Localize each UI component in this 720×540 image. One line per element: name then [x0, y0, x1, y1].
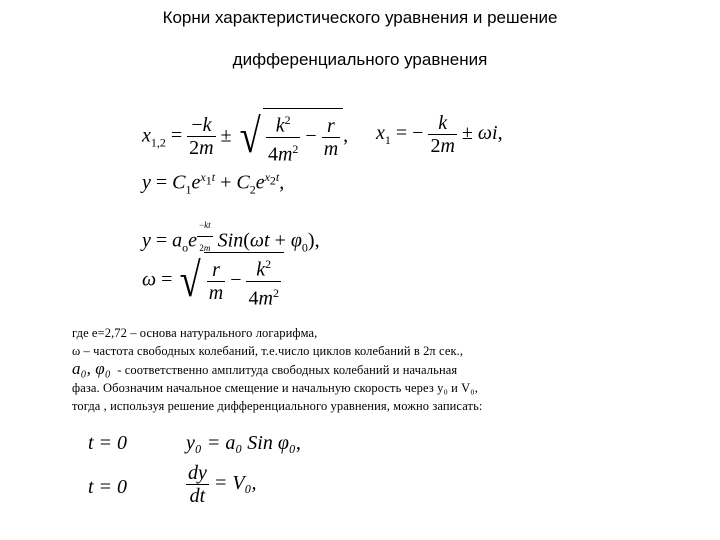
- condition-1-right: y₀ = a₀ Sin φ₀,: [186, 432, 301, 454]
- text-line-3-rest: - соответственно амплитуда свободных колебаний и начальная: [117, 363, 458, 377]
- formula-roots-general: $x_{1,2}$ = $\frac{-k}{2m}$ ± √ $\frac{k^2}{4m^2}$ − $\frac{r}{m}$ ,: [142, 109, 349, 166]
- text-line-5: тогда , используя решение дифференциального уравнения, можно записать:: [72, 399, 483, 413]
- formula-solution-sin: $y = a_oe$ $^{\frac{-kt}{2m}}$ $Sin(\omega t + \varphi_0)$,: [142, 214, 320, 259]
- text-line-3: [72, 360, 672, 379]
- derivative-denominator: dt: [189, 485, 206, 507]
- derivative-numerator: dy: [188, 462, 207, 484]
- explanation-text: [72, 324, 672, 415]
- slide-title-line-2: дифференциального уравнения: [232, 50, 488, 69]
- formula-roots-complex: $x_1$ = − $\frac{k}{2m}$ ± ωi,: [376, 112, 503, 157]
- derivative-equals: = V₀,: [213, 472, 257, 495]
- text-line-2: ω – частота свободных колебаний, т.е.число циклов колебаний в 2π сек.,: [72, 344, 464, 358]
- formula-omega: ω = √ $\frac{r}{m}$ − $\frac{k^2}{4m^2}$: [142, 252, 284, 309]
- condition-2-right: [186, 462, 257, 507]
- condition-2-left: t = 0: [88, 476, 128, 498]
- amplitude-phase-symbols: a₀, φ₀: [72, 359, 111, 378]
- text-line-4: фаза. Обозначим начальное смещение и начальную скорость через y₀ и V₀,: [72, 381, 478, 395]
- formula-solution-exp: $y = C_1e^{x_1t} + C_2e^{x_2t}$,: [142, 170, 285, 197]
- condition-1-left: t = 0: [88, 432, 128, 454]
- text-line-1: где e=2,72 – основа натурального логарифма,: [72, 326, 318, 340]
- slide-title-line-1: Корни характеристического уравнения и решение: [162, 8, 558, 27]
